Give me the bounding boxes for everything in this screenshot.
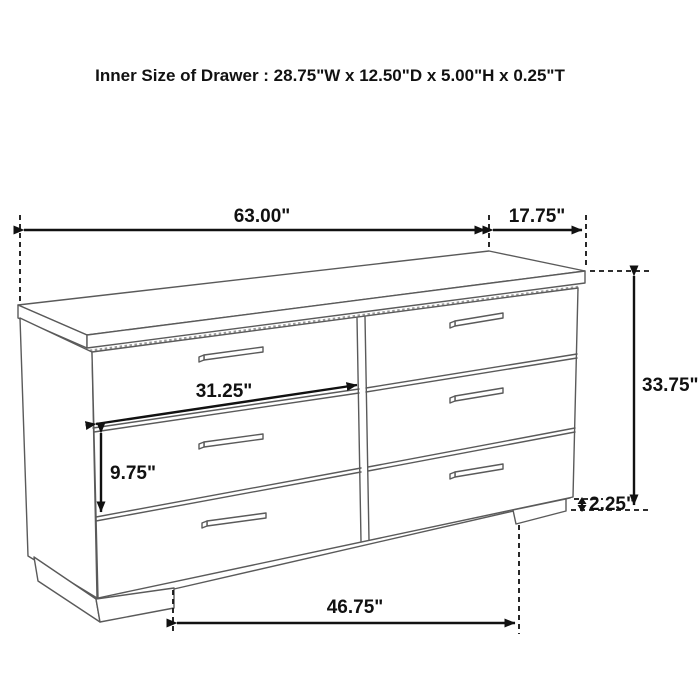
base-height-arrowhead-down	[578, 505, 587, 512]
base-height-arrowhead-up	[578, 497, 587, 504]
drawer-height-dimension-label: 9.75"	[110, 463, 156, 484]
top-width-dimension-label: 63.00"	[233, 206, 291, 227]
left-side-panel	[20, 318, 97, 598]
height-dimension-label: 33.75"	[642, 375, 699, 396]
base-inner-width-dimension-label: 46.75"	[326, 597, 384, 618]
dresser-drawing	[18, 251, 585, 622]
top-depth-dimension-label: 17.75"	[508, 206, 566, 227]
base-height-dimension-label: 2.25"	[589, 494, 635, 515]
page-title: Inner Size of Drawer : 28.75"W x 12.50"D x 5.00"H x 0.25"T	[95, 66, 565, 85]
drawer-width-dimension-label: 31.25"	[195, 381, 253, 402]
